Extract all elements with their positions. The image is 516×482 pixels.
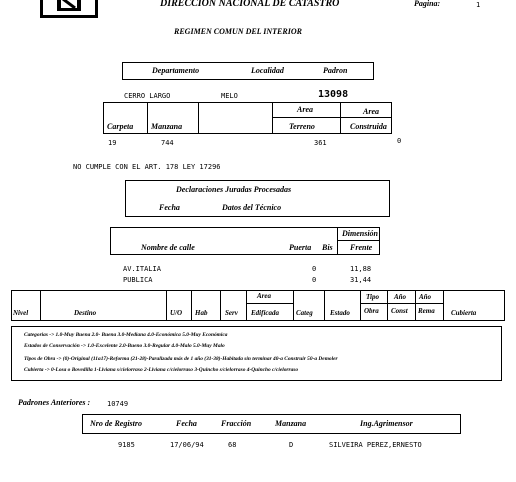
padrones-anteriores-label: Padrones Anteriores : bbox=[18, 398, 91, 407]
compliance-note: NO CUMPLE CON EL ART. 178 LEY 17296 bbox=[73, 163, 221, 171]
manzana-value: 744 bbox=[161, 139, 174, 147]
bis-label: Bis bbox=[322, 243, 333, 252]
calle-row-1-nombre: AV.ITALIA bbox=[123, 265, 161, 273]
agrimensor-label: Ing.Agrimensor bbox=[360, 419, 413, 428]
dimension-label: Dimensión bbox=[342, 229, 379, 238]
padron-label: Padron bbox=[323, 66, 348, 75]
departamento-label: Departamento bbox=[152, 66, 200, 75]
anterior-row-fecha: 17/06/94 bbox=[170, 441, 204, 449]
col-uo: U/O bbox=[170, 309, 183, 317]
declaraciones-title: Declaraciones Juradas Procesadas bbox=[176, 185, 292, 194]
calle-row-2-frente: 31,44 bbox=[350, 276, 372, 284]
calle-row-2-puerta: 0 bbox=[312, 276, 317, 284]
anterior-row-registro: 9185 bbox=[118, 441, 135, 449]
manzana-label: Manzana bbox=[151, 122, 183, 131]
col-anio-rema: Año bbox=[419, 293, 432, 301]
area-construida-label: Area bbox=[363, 107, 379, 116]
construida-label: Construida bbox=[350, 122, 387, 131]
col-hab: Hab bbox=[195, 309, 208, 317]
anterior-row-fraccion: 68 bbox=[228, 441, 237, 449]
logo-emblem-icon bbox=[43, 0, 95, 15]
col-destino: Destino bbox=[74, 309, 97, 317]
nombre-calle-label: Nombre de calle bbox=[141, 243, 195, 252]
area-construida-value: 0 bbox=[397, 137, 402, 145]
col-edificada: Edificada bbox=[251, 309, 279, 317]
departamento-value: CERRO LARGO bbox=[124, 92, 171, 100]
carpeta-value: 19 bbox=[108, 139, 117, 147]
puerta-label: Puerta bbox=[289, 243, 312, 252]
anterior-row-agrimensor: SILVEIRA PEREZ,ERNESTO bbox=[329, 441, 422, 449]
col-tipo: Tipo bbox=[366, 293, 379, 301]
legend-categorias: Categorias -> 1.0-Muy Buena 2.0- Buena 3.0-Mediana 4.0-Económica 5.0-Muy Económica bbox=[24, 332, 228, 338]
col-area: Area bbox=[257, 292, 271, 300]
declaraciones-tecnico-label: Datos del Técnico bbox=[222, 203, 282, 212]
legend-cubierta: Cubierta -> 0-Losa o Bovedilla 1-Liviana s/cielorraso 2-Liviana c/cielorraso 3-Quincho s/cielorraso 4-Quincho c/cielorraso bbox=[24, 367, 299, 373]
col-const: Const bbox=[391, 307, 408, 315]
calle-row-1-puerta: 0 bbox=[312, 265, 317, 273]
padrones-anteriores-value: 10749 bbox=[107, 400, 129, 408]
carpeta-label: Carpeta bbox=[107, 122, 134, 131]
fraccion-label: Fracción bbox=[221, 419, 252, 428]
page-subtitle: REGIMEN COMUN DEL INTERIOR bbox=[174, 27, 302, 36]
area-terreno-label: Area bbox=[297, 105, 313, 114]
fecha-label: Fecha bbox=[176, 419, 197, 428]
legend-estados: Estados de Conservación -> 1.0-Excelente 2.0-Bueno 3.0-Regular 4.0-Malo 5.0-Muy Malo bbox=[24, 343, 225, 349]
padron-value: 13098 bbox=[318, 89, 349, 100]
col-categ: Categ bbox=[296, 309, 313, 317]
declaraciones-fecha-label: Fecha bbox=[159, 203, 180, 212]
frente-label: Frente bbox=[350, 243, 373, 252]
col-rema: Rema bbox=[418, 307, 435, 315]
col-serv: Serv bbox=[225, 309, 238, 317]
legend-tipos-obra: Tipos de Obra -> (0)-Original (11a17)-Reforma (21-28)-Paralizada más de 1 año (31-38)-Habitada sin terminar 40-a Construir 50-a Demoler bbox=[24, 356, 338, 362]
manzana-ant-label: Manzana bbox=[275, 419, 307, 428]
localidad-label: Localidad bbox=[251, 66, 284, 75]
anterior-row-manzana: D bbox=[289, 441, 294, 449]
calle-row-2-nombre: PUBLICA bbox=[123, 276, 153, 284]
pagina-value: 1 bbox=[476, 1, 481, 9]
terreno-label: Terreno bbox=[289, 122, 315, 131]
col-anio-const: Año bbox=[394, 293, 407, 301]
calle-row-1-frente: 11,88 bbox=[350, 265, 372, 273]
col-nivel: Nivel bbox=[13, 309, 29, 317]
page-title: DIRECCION NACIONAL DE CATASTRO bbox=[160, 0, 340, 9]
catastro-logo bbox=[40, 0, 98, 18]
pagina-label: Pagina: bbox=[414, 0, 441, 8]
col-estado: Estado bbox=[330, 309, 350, 317]
localidad-value: MELO bbox=[221, 92, 238, 100]
registro-label: Nro de Registro bbox=[90, 419, 142, 428]
area-terreno-value: 361 bbox=[314, 139, 327, 147]
col-obra: Obra bbox=[364, 307, 379, 315]
col-cubierta: Cubierta bbox=[451, 309, 477, 317]
